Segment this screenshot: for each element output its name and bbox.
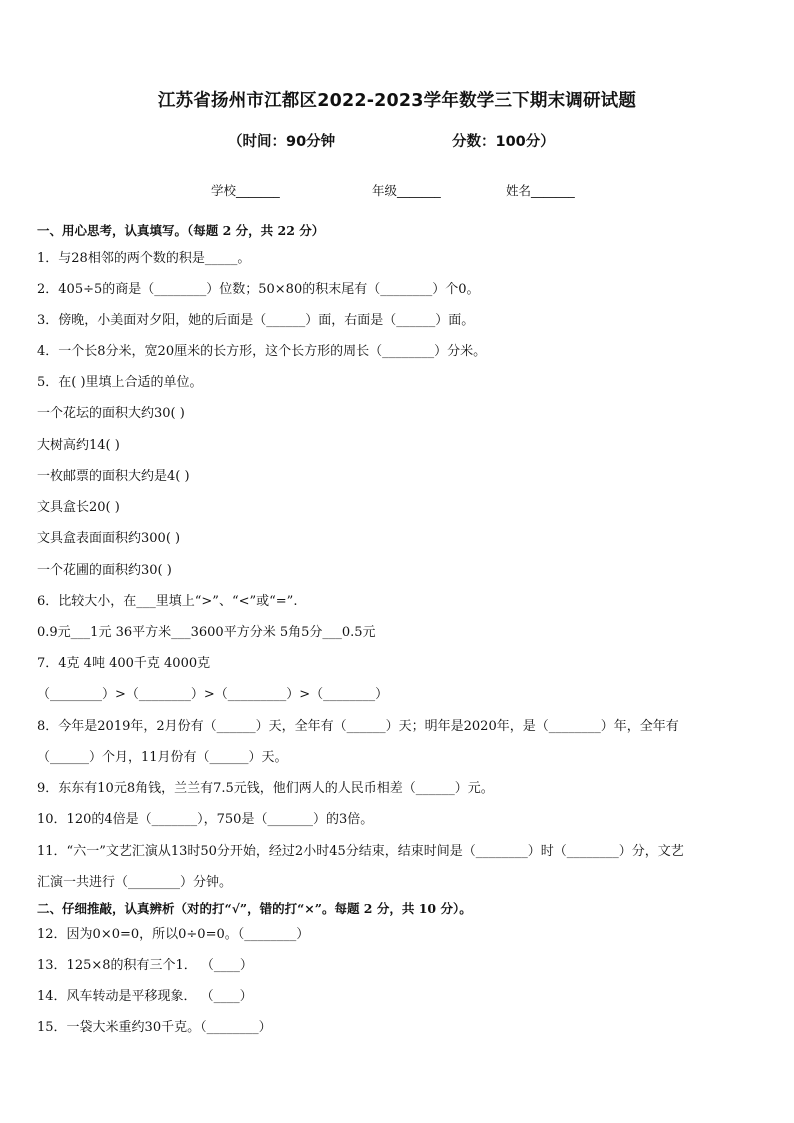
question-11: 11．“六一”文艺汇演从13时50分开始，经过2小时45分结束，结束时间是（________）时（________）分，文艺	[37, 844, 684, 859]
exam-score: 分数：100分）	[452, 134, 555, 150]
question-15: 15．一袋大米重约30千克。（________）	[37, 1020, 272, 1035]
question-10: 10．120的4倍是（_______），750是（_______）的3倍。	[37, 812, 374, 827]
question-6-items: 0.9元___1元 36平方米___3600平方分米 5角5分___0.5元	[37, 625, 376, 640]
question-12: 12．因为0×0=0，所以0÷0=0。（________）	[37, 927, 310, 942]
question-5-item: 一个花坛的面积大约30( )	[37, 406, 185, 421]
question-8-cont: （______）个月，11月份有（______）天。	[37, 750, 288, 765]
question-5-item: 一个花圃的面积约30( )	[37, 563, 172, 578]
question-5-item: 大树高约14( )	[37, 438, 120, 453]
question-5-item: 文具盒长20( )	[37, 500, 120, 515]
exam-time: （时间：90分钟	[228, 134, 336, 150]
question-5-item: 文具盒表面面积约300( )	[37, 531, 181, 546]
school-field: 学校_______	[211, 183, 280, 198]
question-1: 1．与28相邻的两个数的积是_____。	[37, 251, 251, 266]
question-8: 8．今年是2019年，2月份有（______）天，全年有（______）天；明年是2020年，是（________）年，全年有	[37, 719, 679, 734]
name-field: 姓名_______	[506, 183, 575, 198]
question-14: 14．风车转动是平移现象． （____）	[37, 989, 253, 1004]
question-6: 6．比较大小，在___里填上“>”、“<”或“=”.	[37, 594, 298, 609]
question-5: 5．在( )里填上合适的单位。	[37, 375, 203, 390]
question-13: 13．125×8的积有三个1． （____）	[37, 958, 253, 973]
question-4: 4．一个长8分米，宽20厘米的长方形，这个长方形的周长（________）分米。	[37, 344, 487, 359]
question-7-answer: （________）>（________）>（_________）>（________）	[37, 687, 389, 702]
question-11-cont: 汇演一共进行（________）分钟。	[37, 875, 233, 890]
section-heading-2: 二、仔细推敲，认真辨析（对的打“√”，错的打“×”。每题 2 分，共 10 分）。	[37, 901, 472, 916]
question-2: 2．405÷5的商是（________）位数；50×80的积末尾有（________）个0。	[37, 282, 480, 297]
question-5-item: 一枚邮票的面积大约是4( )	[37, 469, 190, 484]
question-7: 7．4克 4吨 400千克 4000克	[37, 656, 211, 671]
grade-field: 年级_______	[372, 183, 441, 198]
page-title: 江苏省扬州市江都区2022-2023学年数学三下期末调研试题	[157, 91, 637, 111]
question-3: 3．傍晚，小美面对夕阳，她的后面是（______）面，右面是（______）面。	[37, 313, 475, 328]
question-9: 9．东东有10元8角钱，兰兰有7.5元钱，他们两人的人民币相差（______）元。	[37, 781, 494, 796]
section-heading-1: 一、用心思考，认真填写。（每题 2 分，共 22 分）	[37, 223, 325, 238]
